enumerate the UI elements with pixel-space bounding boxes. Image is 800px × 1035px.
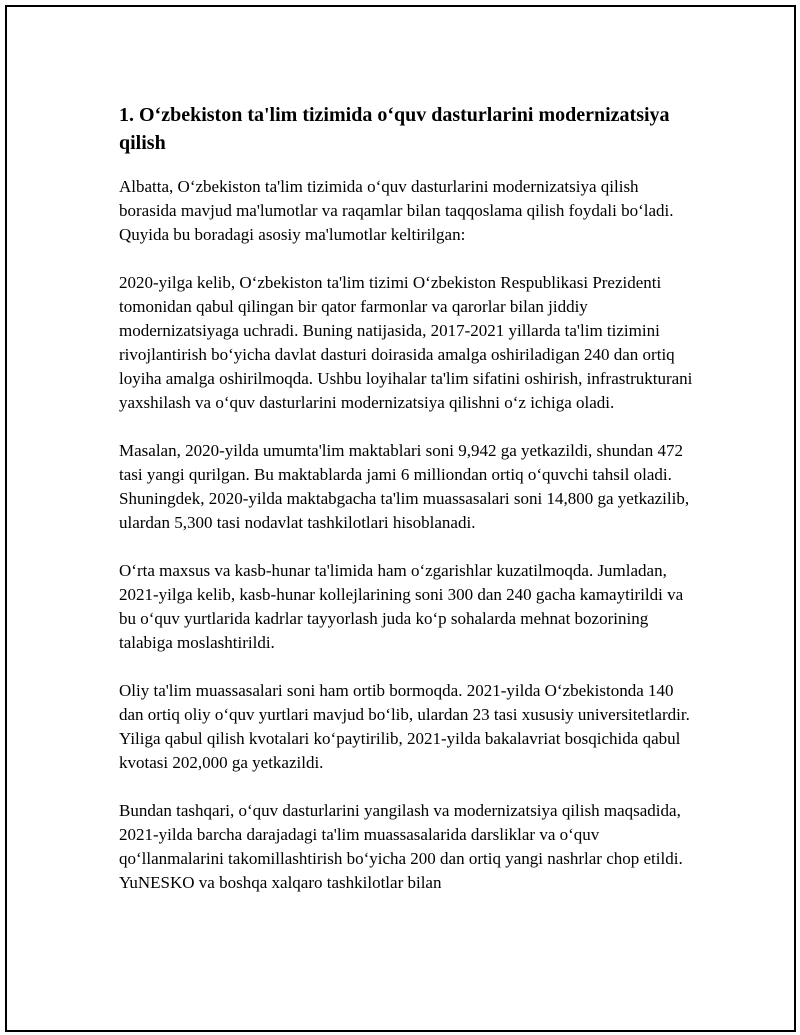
document-body <box>119 101 699 919</box>
paragraph-intro: Albatta, O‘zbekiston ta'lim tizimida o‘quv dasturlarini modernizatsiya qilish borasida mavjud ma'lumotlar va raqamlar bilan taqqoslama qilish foydali bo‘ladi. Quyida bu boradagi asosiy ma'lumotlar keltirilgan: <box>119 177 674 244</box>
paragraph-reforms-2020: 2020-yilga kelib, O‘zbekiston ta'lim tizimi O‘zbekiston Respublikasi Prezidenti tomonidan qabul qilingan bir qator farmonlar va qarorlar bilan jiddiy modernizatsiyaga uchradi. Buning natijasida, 2017-2021 yillarda ta'lim tizimini rivojlantirish bo‘yicha davlat dasturi doirasida amalga oshiriladigan 240 dan ortiq loyiha amalga oshirilmoqda. Ushbu loyihalar ta'lim sifatini oshirish, infrastrukturani yaxshilash va o‘quv dasturlarini modernizatsiya qilishni o‘z ichiga oladi. <box>119 273 693 412</box>
paragraph-higher-education: Oliy ta'lim muassasalari soni ham ortib bormoqda. 2021-yilda O‘zbekistonda 140 dan ortiq oliy o‘quv yurtlari mavjud bo‘lib, ulardan 23 tasi xususiy universitetlardir. Yiliga qabul qilish kvotalari ko‘paytirilib, 2021-yilda bakalavriat bosqichida qabul kvotasi 202,000 ga yetkazildi. <box>119 681 690 772</box>
page-frame <box>5 5 796 1032</box>
paragraph-vocational: O‘rta maxsus va kasb-hunar ta'limida ham o‘zgarishlar kuzatilmoqda. Jumladan, 2021-yilga kelib, kasb-hunar kollejlarining soni 300 dan 240 gacha kamaytirildi va bu o‘quv yurtlarida kadrlar tayyorlash juda ko‘p sohalarda mehnat bozorining talabiga moslashtirildi. <box>119 561 684 652</box>
document-title: 1. O‘zbekiston ta'lim tizimida o‘quv dasturlarini modernizatsiya qilish <box>119 104 670 154</box>
paragraph-curriculum-update: Bundan tashqari, o‘quv dasturlarini yangilash va modernizatsiya qilish maqsadida, 2021-yilda barcha darajadagi ta'lim muassasalarida darsliklar va o‘quv qo‘llanmalarini takomillashtirish bo‘yicha 200 dan ortiq yangi nashrlar chop etildi. YuNESKO va boshqa xalqaro tashkilotlar bilan <box>119 801 683 892</box>
paragraph-schools: Masalan, 2020-yilda umumta'lim maktablari soni 9,942 ga yetkazildi, shundan 472 tasi yangi qurilgan. Bu maktablarda jami 6 milliondan ortiq o‘quvchi tahsil oladi. Shuningdek, 2020-yilda maktabgacha ta'lim muassasalari soni 14,800 ga yetkazilib, ulardan 5,300 tasi nodavlat tashkilotlari hisoblanadi. <box>119 441 690 532</box>
